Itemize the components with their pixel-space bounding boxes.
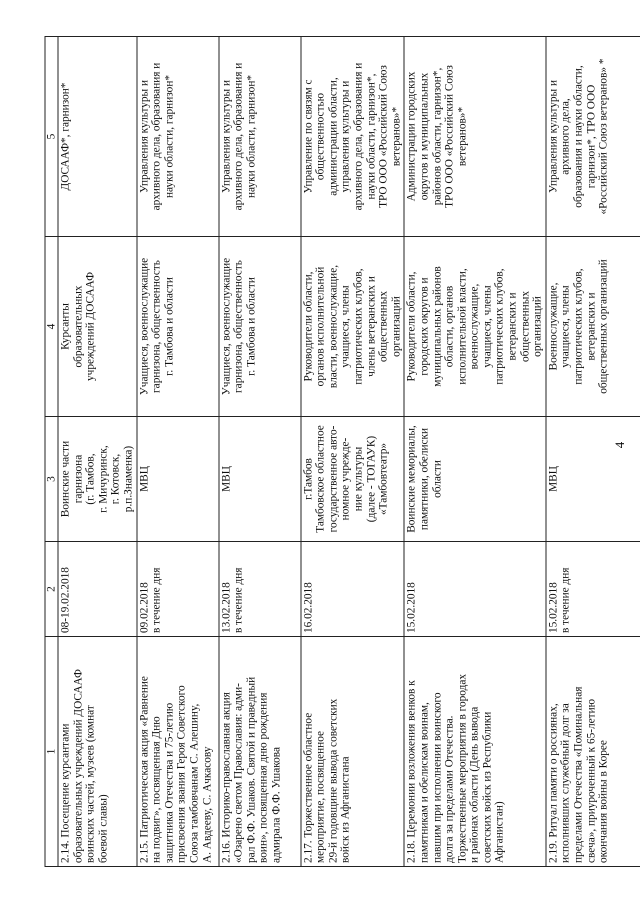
cell-line: воинских частей, музеев (комнат: [84, 705, 97, 863]
cell-c3: [301, 417, 405, 542]
cell-line: памятникам и обелискам воинам,: [418, 702, 431, 863]
cell-line: 2.16. Историко-православная акция: [220, 692, 233, 863]
header-cell: 4: [45, 237, 58, 417]
cell-line: в течение дня: [232, 567, 245, 633]
cell-line: архивного дела, образования и: [150, 62, 163, 211]
cell-line: органов исполнительной: [314, 266, 327, 387]
cell-line: ветеранских и: [506, 292, 519, 361]
header-cell: 2: [45, 542, 58, 637]
cell-line: памятники, обелиски: [418, 427, 431, 531]
cell-line: 2.15. Патриотическая акция «Равнение: [138, 676, 151, 863]
cell-line: общественных организаций: [597, 259, 610, 394]
cell-c5: [137, 37, 219, 237]
cell-line: Учащиеся, военнослужащие: [220, 257, 233, 396]
cell-c4: [404, 237, 546, 417]
cell-line: г. Мичуринск,: [97, 445, 110, 513]
cell-line: образовательных: [72, 285, 85, 368]
cell-line: власти, военнослужащие,: [327, 264, 340, 389]
cell-line: 29-й годовщине вывода советских: [327, 698, 340, 863]
cell-line: Учащиеся, военнослужащие: [138, 257, 151, 396]
cell-line: советских войск из Республики: [481, 711, 494, 863]
cell-c1: [219, 637, 301, 867]
table-row: [301, 37, 405, 867]
cell-c3: [219, 417, 301, 542]
cell-line: Афганистан): [493, 801, 506, 863]
rotated-table-container: [45, 37, 610, 867]
cell-line: адмирала Ф.Ф. Ушакова: [270, 747, 283, 863]
cell-line: Союза тамбовчанам С. Алешину,: [188, 703, 201, 863]
cell-c3: [404, 417, 546, 542]
cell-line: Управления культуры и: [138, 79, 151, 194]
cell-line: присвоения звания Героя Советского: [175, 685, 188, 863]
cell-line: окончания войны в Корее: [597, 740, 610, 863]
cell-line: 2.18. Церемонии возложения венков к: [405, 680, 418, 863]
cell-c2: [58, 542, 137, 637]
cell-line: свеча», приуроченный к 65-летию: [585, 698, 598, 863]
cell-line: гарнизона, общественность: [150, 260, 163, 393]
cell-c1: [404, 637, 546, 867]
cell-c3: [137, 417, 219, 542]
cell-line: номное учрежде-: [339, 437, 352, 521]
cell-line: павшим при исполнении воинского: [431, 692, 443, 863]
cell-line: гарнизона, общественность: [232, 260, 245, 393]
cell-line: Руководители области,: [302, 271, 315, 382]
cell-line: военнослужащие,: [468, 283, 481, 370]
cell-line: учащиеся, члены: [559, 285, 572, 368]
cell-line: общественных: [377, 291, 390, 362]
cell-line: патриотических клубов,: [493, 268, 506, 385]
cell-line: МВЦ: [220, 466, 233, 492]
cell-line: гарнизон*, ТРО ООО: [585, 84, 598, 189]
cell-line: боевой славы): [97, 794, 110, 863]
cell-line: государственное авто-: [327, 425, 340, 533]
cell-line: ТРО ООО «Российский Союз: [443, 65, 456, 208]
cell-line: на подвиг», посвященная Дню: [150, 716, 163, 863]
cell-c1: [137, 637, 219, 867]
cell-line: учреждений ДОСААФ: [84, 271, 97, 382]
cell-line: ветеранских и: [585, 292, 598, 361]
cell-c2: [219, 542, 301, 637]
events-table: [45, 36, 640, 867]
cell-line: 16.02.2018: [302, 582, 315, 633]
cell-line: 2.14. Посещение курсантами: [59, 723, 72, 863]
cell-line: и районах области (День вывода: [468, 706, 481, 863]
cell-line: ветеранов»*: [390, 106, 403, 167]
header-cell: 5: [45, 37, 58, 237]
cell-c4: [58, 237, 137, 417]
cell-line: общественных: [519, 291, 532, 362]
cell-c5: [219, 37, 301, 237]
cell-c5: [404, 37, 546, 237]
cell-c2: [137, 542, 219, 637]
cell-line: войск из Афганистана: [339, 756, 352, 863]
cell-line: р.п.Знаменка): [122, 445, 135, 513]
cell-line: патриотических клубов,: [352, 268, 365, 385]
cell-line: управления культуры и: [339, 80, 352, 193]
table-row: [137, 37, 219, 867]
cell-line: организаций: [531, 296, 544, 357]
cell-line: районов области, гарнизон*,: [431, 67, 443, 206]
cell-line: 08-19.02.2018: [59, 567, 72, 633]
cell-line: ТРО ООО «Российский Союз: [377, 65, 390, 208]
cell-line: 09.02.2018: [138, 582, 151, 633]
cell-line: гарнизона: [72, 454, 85, 504]
cell-line: Управление по связям с: [302, 79, 315, 194]
cell-line: области, органов: [443, 285, 456, 368]
cell-line: архивного дела, образования и: [352, 62, 365, 211]
cell-c3: [546, 417, 640, 542]
cell-line: 15.02.2018: [405, 582, 418, 633]
table-row: [404, 37, 546, 867]
cell-line: науки области, гарнизон*: [163, 74, 176, 199]
cell-line: члены ветеранских и: [365, 276, 378, 377]
cell-c2: [546, 542, 640, 637]
cell-line: учащиеся, члены: [339, 285, 352, 368]
cell-line: 15.02.2018: [547, 582, 560, 633]
page-number: 4: [612, 441, 627, 449]
cell-c1: [301, 637, 405, 867]
cell-line: Администрации городских: [405, 71, 418, 202]
cell-line: архивного дела,: [559, 98, 572, 175]
cell-line: образования и науки области,: [572, 65, 585, 208]
cell-c2: [404, 542, 546, 637]
cell-line: исполнительной власти,: [456, 268, 469, 385]
cell-line: округов и муниципальных: [418, 72, 431, 201]
cell-line: 2.17. Торжественное областное: [302, 712, 315, 863]
cell-c1: [58, 637, 137, 867]
cell-line: в течение дня: [150, 567, 163, 633]
cell-line: муниципальных районов: [431, 266, 443, 387]
cell-line: г. Тамбова и области: [245, 277, 258, 376]
cell-line: рал Ф.Ф. Ушаков. Святой и праведный: [245, 676, 258, 863]
cell-line: (г. Тамбов,: [84, 453, 97, 505]
cell-line: архивного дела, образования и: [232, 62, 245, 211]
cell-line: А. Авдееву, С. Ачкасову: [201, 746, 214, 863]
cell-c4: [301, 237, 405, 417]
cell-line: Воинские мемориалы,: [405, 425, 418, 533]
cell-line: пределами Отечества «Поминальная: [572, 686, 585, 863]
cell-line: «Тамбовтеатр»: [377, 442, 390, 516]
cell-c4: [219, 237, 301, 417]
cell-line: ДОСААФ*, гарнизон*: [59, 82, 72, 191]
cell-c4: [546, 237, 640, 417]
cell-line: науки области, гарнизон*,: [365, 73, 378, 200]
header-cell: 3: [45, 417, 58, 542]
cell-line: 13.02.2018: [220, 582, 233, 633]
cell-line: мероприятие, посвященное: [314, 730, 327, 863]
cell-line: «Российский Союз ветеранов» *: [597, 58, 610, 215]
cell-line: Воинские части: [59, 440, 72, 518]
cell-line: Руководители области,: [405, 271, 418, 382]
cell-line: долга за пределами Отечества.: [443, 715, 456, 863]
cell-line: Управления культуры и: [220, 79, 233, 194]
cell-line: г.Тамбов: [302, 458, 315, 500]
cell-c1: [546, 637, 640, 867]
cell-c2: [301, 542, 405, 637]
table-row: [58, 37, 137, 867]
cell-line: патриотических клубов,: [572, 268, 585, 385]
cell-line: МВЦ: [138, 466, 151, 492]
cell-line: Управления культуры и: [547, 79, 560, 194]
cell-line: организаций: [390, 296, 403, 357]
cell-line: Военнослужащие,: [547, 282, 560, 371]
cell-c5: [58, 37, 137, 237]
cell-line: защитника Отечества и 75-летию: [163, 702, 176, 863]
cell-line: ветеранов»*: [456, 106, 469, 167]
header-cell: 1: [45, 637, 58, 867]
cell-line: в течение дня: [559, 567, 572, 633]
cell-line: учащиеся, члены: [481, 285, 494, 368]
header-row: [45, 37, 58, 867]
cell-line: городских округов и: [418, 277, 431, 376]
cell-c4: [137, 237, 219, 417]
cell-line: г. Котовск,: [109, 453, 122, 505]
cell-line: ние культуры: [352, 446, 365, 512]
cell-c3: [58, 417, 137, 542]
cell-c5: [301, 37, 405, 237]
cell-line: Торжественные мероприятия в городах: [456, 674, 469, 863]
cell-line: воин», посвященная дню рождения: [257, 692, 270, 863]
cell-line: г. Тамбова и области: [163, 277, 176, 376]
cell-line: исполнивших служебный долг за: [559, 703, 572, 863]
cell-line: общественностью: [314, 92, 327, 181]
cell-line: образовательных учреждений ДОСААФ: [72, 669, 85, 863]
cell-line: «Озарено светом Православия: адми-: [232, 683, 245, 863]
cell-line: (далее - ТОГАУК): [365, 435, 378, 523]
cell-line: Курсанты: [59, 303, 72, 350]
cell-line: МВЦ: [547, 466, 560, 492]
table-row: [546, 37, 640, 867]
cell-line: 2.19. Ритуал памяти о россиянах,: [547, 703, 560, 863]
cell-line: Тамбовское областное: [314, 425, 327, 533]
cell-line: области: [431, 460, 443, 498]
cell-line: администрации области,: [327, 77, 340, 196]
cell-line: науки области, гарнизон*: [245, 74, 258, 199]
cell-c5: [546, 37, 640, 237]
table-row: [219, 37, 301, 867]
